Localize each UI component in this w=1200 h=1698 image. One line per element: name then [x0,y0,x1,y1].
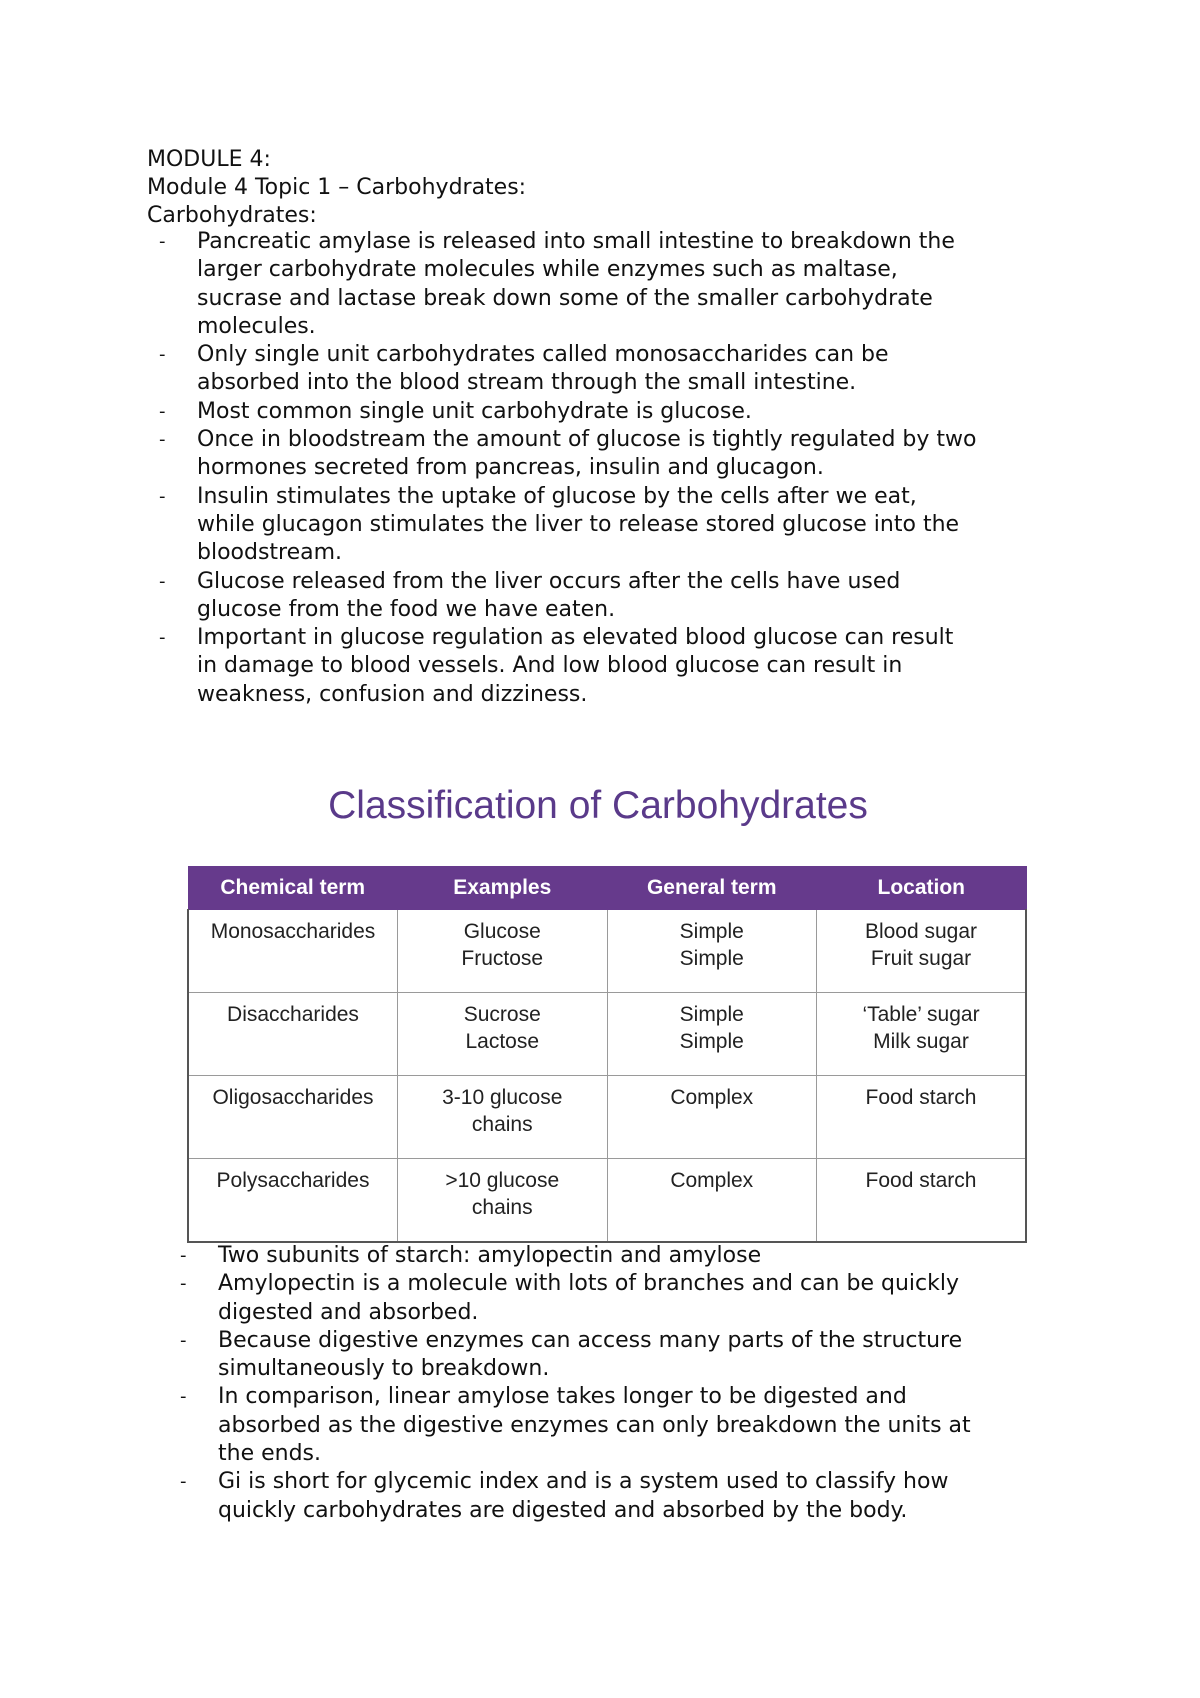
table-header-row [188,867,1026,910]
list-item [159,624,1077,709]
list-item [159,426,1077,483]
list-item [159,568,1077,625]
cell-text: ‘Table’ sugar [862,1003,980,1026]
bullet-marker: - [159,627,166,649]
bullet-line: Insulin stimulates the uptake of glucose by the cells after we eat, [197,483,917,509]
bullet-line: In comparison, linear amylose takes longer to be digested and [218,1384,907,1410]
cell-text: Disaccharides [227,1003,359,1026]
section-heading: Carbohydrates: [147,203,317,228]
topic-heading: Module 4 Topic 1 – Carbohydrates: [147,175,527,200]
bullet-line: Once in bloodstream the amount of glucose is tightly regulated by two [197,427,977,453]
cell-text: 3-10 glucose [442,1086,563,1109]
bullet-line: absorbed into the blood stream through the small intestine. [197,370,857,396]
column-header-general-term: General term [607,867,817,910]
bullet-marker: - [180,1273,187,1295]
table-row [188,993,1026,1076]
bullet-marker: - [159,231,166,252]
list-item [180,1242,1078,1270]
bullet-marker: - [180,1329,187,1351]
cell-text: chains [471,1113,533,1136]
list-item [159,341,1077,398]
table-cell [817,993,1027,1076]
cell-text: Polysaccharides [216,1169,370,1192]
table-row [188,910,1026,993]
bullet-line: simultaneously to breakdown. [218,1356,550,1382]
table-cell [398,1159,608,1243]
bullet-line: glucose from the food we have eaten. [197,596,616,622]
bullet-line: hormones secreted from pancreas, insulin and glucagon. [197,455,824,481]
bullet-line: Pancreatic amylase is released into small intestine to breakdown the [197,229,955,254]
carbohydrates-bullet-list [159,228,1077,709]
cell-text: Fructose [461,947,544,970]
cell-text: Simple [679,920,744,943]
bullet-marker: - [159,485,166,507]
bullet-marker: - [159,400,166,422]
bullet-line: Gi is short for glycemic index and is a system used to classify how [218,1469,949,1495]
cell-text: Complex [670,1086,754,1109]
bullet-marker: - [180,1471,187,1493]
bullet-line: sucrase and lactase break down some of the smaller carbohydrate [197,285,933,311]
table-cell [398,993,608,1076]
bullet-line: Two subunits of starch: amylopectin and amylose [218,1243,762,1268]
bullet-line: while glucagon stimulates the liver to release stored glucose into the [197,511,960,537]
cell-text: Milk sugar [873,1030,969,1053]
bullet-marker: - [180,1386,187,1408]
table-cell [188,993,398,1076]
figure-title: Classification of Carbohydrates [328,784,868,827]
cell-text: Simple [679,947,744,970]
list-item [159,228,1077,341]
starch-bullet-list [180,1242,1078,1525]
bullet-line: molecules. [197,313,316,339]
table-cell [188,1076,398,1159]
bullet-line: Glucose released from the liver occurs after the cells have used [197,568,901,594]
column-header-chemical-term: Chemical term [188,867,398,910]
bullet-line: in damage to blood vessels. And low blood glucose can result in [197,653,903,679]
cell-text: Monosaccharides [210,920,376,943]
table-cell [607,1159,817,1243]
bullet-line: absorbed as the digestive enzymes can only breakdown the units at [218,1412,971,1438]
cell-text: Lactose [465,1030,540,1053]
table-cell [188,910,398,993]
table-row [188,1076,1026,1159]
table-cell [607,993,817,1076]
bullet-line: Amylopectin is a molecule with lots of branches and can be quickly [218,1271,959,1297]
bullet-line: digested and absorbed. [218,1299,479,1325]
bullet-line: Only single unit carbohydrates called monosaccharides can be [197,342,889,368]
table-cell [607,1076,817,1159]
list-item [159,398,1077,426]
cell-text: Sucrose [463,1003,541,1026]
bullet-line: the ends. [218,1441,321,1467]
bullet-line: bloodstream. [197,540,343,566]
classification-table [187,866,1027,1243]
bullet-marker: - [159,429,166,451]
cell-text: Fruit sugar [870,947,972,970]
column-header-examples: Examples [398,867,608,910]
list-item [180,1327,1078,1384]
cell-text: Simple [679,1003,744,1026]
table-cell [817,910,1027,993]
list-item [180,1270,1078,1327]
table-cell [398,910,608,993]
bullet-line: larger carbohydrate molecules while enzymes such as maltase, [197,257,898,283]
list-item [159,483,1077,568]
cell-text: Complex [670,1169,754,1192]
list-item [180,1383,1078,1468]
column-header-location: Location [817,867,1027,910]
table-row [188,1159,1026,1243]
module-heading: MODULE 4: [147,147,271,172]
cell-text: Simple [679,1030,744,1053]
table-cell [188,1159,398,1243]
bullet-marker: - [159,570,166,592]
cell-text: Oligosaccharides [212,1086,374,1109]
bullet-line: Most common single unit carbohydrate is glucose. [197,398,752,424]
bullet-marker: - [159,344,166,366]
cell-text: >10 glucose [445,1169,560,1192]
bullet-line: Because digestive enzymes can access many parts of the structure [218,1327,963,1353]
bullet-line: Important in glucose regulation as elevated blood glucose can result [197,625,954,651]
cell-text: Blood sugar [864,920,978,943]
classification-figure [148,766,1048,1219]
table-cell [817,1159,1027,1243]
table-cell [817,1076,1027,1159]
bullet-line: weakness, confusion and dizziness. [197,681,588,707]
cell-text: Glucose [463,920,541,943]
cell-text: chains [471,1196,533,1219]
table-cell [398,1076,608,1159]
bullet-marker: - [180,1245,187,1266]
table-cell [607,910,817,993]
list-item [180,1468,1078,1525]
cell-text: Food starch [865,1169,977,1192]
cell-text: Food starch [865,1086,977,1109]
bullet-line: quickly carbohydrates are digested and absorbed by the body. [218,1497,908,1523]
